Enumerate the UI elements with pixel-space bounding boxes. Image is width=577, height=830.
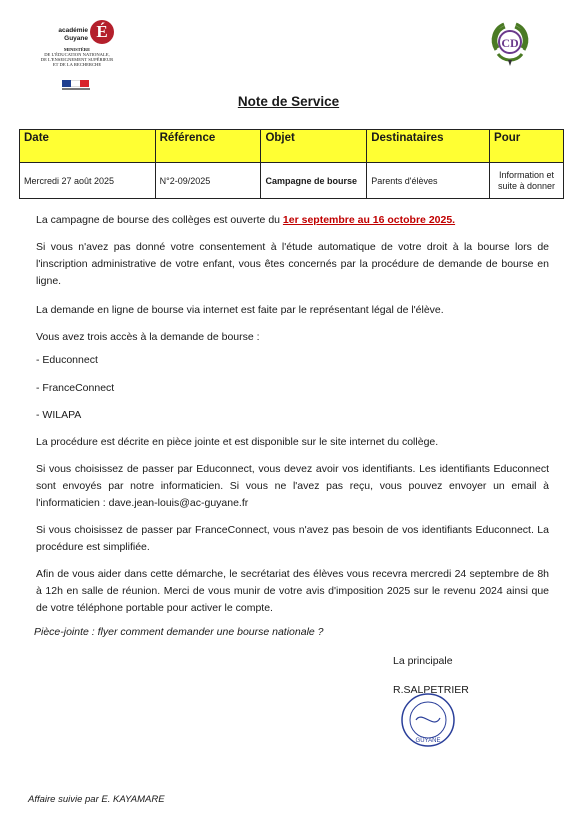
paragraph-legal-representative: La demande en ligne de bourse via internet est faite par le représentant légal de l'élève. [36, 304, 444, 316]
republic-flag-icon [62, 80, 90, 91]
signature-name: R.SALPETRIER [393, 684, 469, 696]
info-table [19, 129, 564, 199]
paragraph-help: Afin de vous aider dans cette démarche, le secrétariat des élèves vous recevra mercredi 24 septembre de 8h à 12h en salle de réunion. Merci de vous munir de votre avis d'imposition 2025 sur le revenu 2024 ainsi que de votre téléphone portable pour activer le compte. [36, 568, 549, 614]
ministry-line: DE L'ENSEIGNEMENT SUPÉRIEUR [40, 57, 114, 62]
official-stamp [398, 690, 458, 750]
paragraph-consent: Si vous n'avez pas donné votre consentement à l'étude automatique de votre droit à la bourse lors de l'inscription administrative de votre enfant, vous êtes concernés par la procédure de demande de bourse en ligne. [36, 241, 549, 287]
campaign-text: La campagne de bourse des collèges est ouverte du [36, 214, 283, 226]
stamp-text: GUYANE [415, 738, 441, 744]
academie-word: académie [58, 27, 88, 34]
campaign-dates: 1er septembre au 16 octobre 2025. [282, 214, 456, 226]
college-emblem-icon [488, 20, 532, 68]
paragraph-franceconnect: Si vous choisissez de passer par FranceConnect, vous n'avez pas besoin de vos identifiants Educonnect. La procédure est simplifiée. [36, 524, 549, 553]
list-item: - WILAPA [36, 409, 82, 421]
paragraph-campaign [36, 212, 549, 229]
cell-reference: N°2-09/2025 [155, 163, 261, 199]
cell-pour: Information et suite à donner [490, 163, 564, 199]
header-objet: Objet [261, 130, 367, 163]
page-title: Note de Service [237, 94, 340, 109]
ministry-block [36, 47, 118, 67]
footer-note: Affaire suivie par E. KAYAMARE [28, 794, 165, 805]
cell-date: Mercredi 27 août 2025 [20, 163, 156, 199]
ministry-line: DE L'ÉDUCATION NATIONALE, [44, 52, 110, 57]
cell-destinataires: Parents d'élèves [367, 163, 490, 199]
svg-text:CD: CD [501, 36, 519, 50]
academie-e-icon: É [90, 20, 114, 44]
academie-region: Guyane [64, 35, 88, 42]
cell-objet: Campagne de bourse [261, 163, 367, 199]
table-header-row [20, 130, 564, 163]
paragraph-educonnect: Si vous choisissez de passer par Educonnect, vous devez avoir vos identifiants. Les identifiants Educonnect sont envoyés par notre informaticien. Si vous ne l'avez pas reçu, vous pouvez envoyer un email à l'informaticien : dave.jean-louis@ac-guyane.fr [36, 463, 549, 509]
paragraph-procedure: La procédure est décrite en pièce jointe et est disponible sur le site internet du collège. [36, 436, 439, 448]
signature-role: La principale [393, 655, 453, 667]
ministry-line: ET DE LA RECHERCHE [52, 62, 102, 67]
table-row [20, 163, 564, 199]
header-date: Date [20, 130, 156, 163]
paragraph-access: Vous avez trois accès à la demande de bourse : [36, 331, 260, 343]
attachment-note: Pièce-jointe : flyer comment demander une bourse nationale ? [34, 626, 324, 638]
header-destinataires: Destinataires [367, 130, 490, 163]
header-reference: Référence [155, 130, 261, 163]
header-pour: Pour [490, 130, 564, 163]
list-item: - Educonnect [36, 354, 98, 366]
ministry-line: MINISTÈRE [63, 47, 91, 52]
list-item: - FranceConnect [36, 382, 115, 394]
